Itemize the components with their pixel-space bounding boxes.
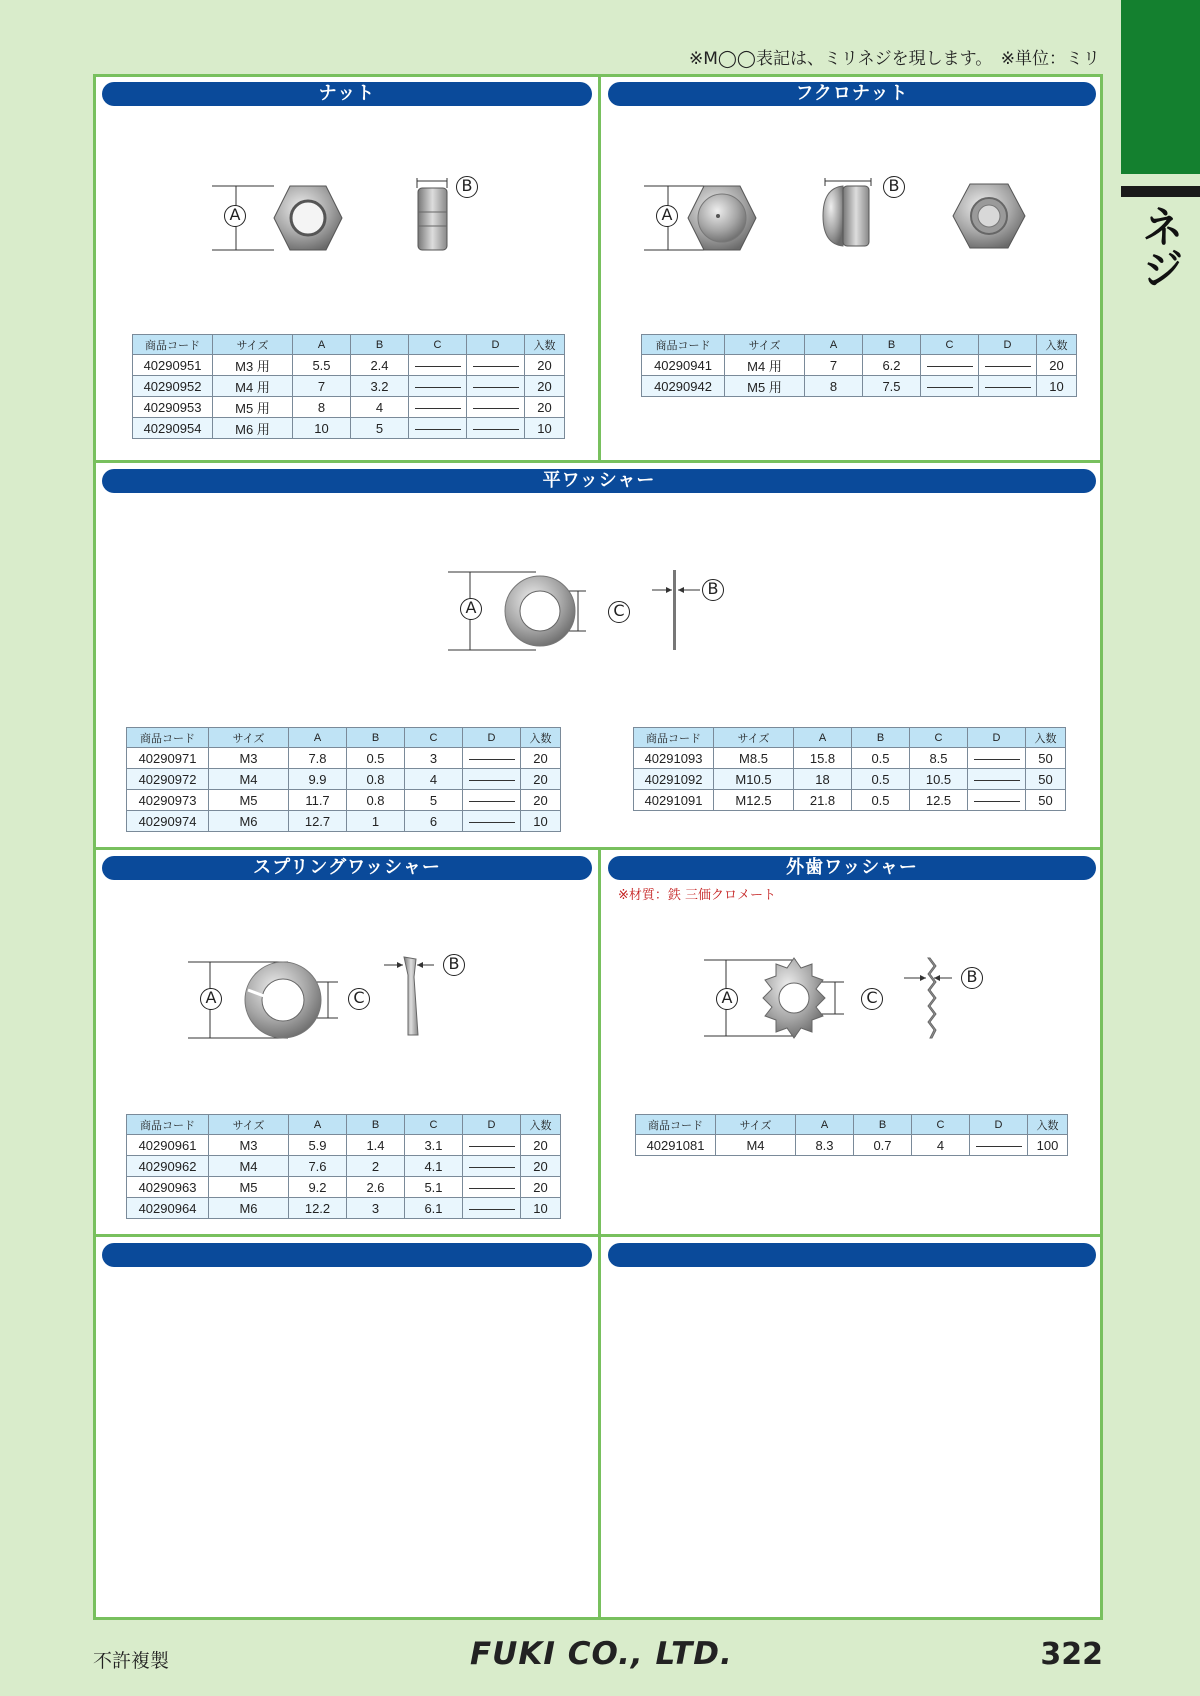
column-header: 入数: [1037, 335, 1077, 355]
label-b: B: [966, 967, 978, 986]
table-cell: 50: [1026, 748, 1066, 769]
table-cell: 20: [521, 1156, 561, 1177]
table-row: [127, 769, 561, 790]
cap-nut-spec-table: [641, 334, 1077, 397]
table-cell: 40290952: [133, 376, 213, 397]
table-cell: M3: [209, 748, 289, 769]
section-title-flat-washer: 平ワッシャー: [102, 469, 1096, 493]
table-cell: 10: [521, 1198, 561, 1219]
table-cell: M5: [209, 790, 289, 811]
nut-spec-table: [132, 334, 565, 439]
table-cell: 12.5: [910, 790, 968, 811]
table-cell: [409, 418, 467, 439]
table-cell: 0.7: [854, 1135, 912, 1156]
label-c: C: [613, 601, 625, 620]
table-cell: 0.5: [852, 748, 910, 769]
table-cell: [467, 355, 525, 376]
not-applicable-dash: [415, 366, 461, 367]
table-cell: 40291093: [634, 748, 714, 769]
table-cell: M6: [209, 1198, 289, 1219]
table-cell: M5: [209, 1177, 289, 1198]
not-applicable-dash: [473, 429, 519, 430]
table-cell: 1: [347, 811, 405, 832]
nut-side-figure: [413, 178, 453, 252]
not-applicable-dash: [469, 1188, 515, 1189]
section-title-empty-right: [608, 1243, 1096, 1267]
column-header: A: [289, 728, 347, 748]
table-cell: 40290953: [133, 397, 213, 418]
not-applicable-dash: [927, 387, 973, 388]
footer-copyright: 不許複製: [93, 1650, 170, 1672]
not-applicable-dash: [469, 780, 515, 781]
table-cell: M4 用: [725, 355, 805, 376]
column-header: 商品コード: [133, 335, 213, 355]
table-row: [133, 397, 565, 418]
table-cell: 40290961: [127, 1135, 209, 1156]
column-header: 商品コード: [127, 728, 209, 748]
table-cell: 12.2: [289, 1198, 347, 1219]
table-row: [642, 376, 1077, 397]
not-applicable-dash: [469, 1167, 515, 1168]
not-applicable-dash: [473, 366, 519, 367]
table-cell: [968, 769, 1026, 790]
table-cell: 10: [521, 811, 561, 832]
column-header: サイズ: [213, 335, 293, 355]
not-applicable-dash: [473, 387, 519, 388]
table-row: [634, 790, 1066, 811]
label-a: A: [465, 598, 477, 617]
column-header: A: [794, 728, 852, 748]
table-cell: 40290962: [127, 1156, 209, 1177]
table-cell: [463, 748, 521, 769]
table-cell: 40291092: [634, 769, 714, 790]
table-cell: [467, 376, 525, 397]
not-applicable-dash: [985, 366, 1031, 367]
not-applicable-dash: [976, 1146, 1022, 1147]
table-row: [127, 1135, 561, 1156]
table-cell: M4: [209, 1156, 289, 1177]
column-header: サイズ: [209, 1115, 289, 1135]
table-header-row: [133, 335, 565, 355]
table-cell: M3: [209, 1135, 289, 1156]
flat-washer-spec-table-right: [633, 727, 1066, 811]
table-row: [127, 790, 561, 811]
table-cell: 21.8: [794, 790, 852, 811]
table-row: [133, 418, 565, 439]
spring-washer-spec-table: [126, 1114, 561, 1219]
table-cell: 40290964: [127, 1198, 209, 1219]
table-cell: [921, 376, 979, 397]
not-applicable-dash: [469, 1146, 515, 1147]
section-title-nut: ナット: [102, 82, 592, 106]
section-title-empty-left: [102, 1243, 592, 1267]
grid-line: [598, 847, 601, 1620]
table-cell: 8: [805, 376, 863, 397]
not-applicable-dash: [974, 801, 1020, 802]
table-cell: 4: [405, 769, 463, 790]
column-header: C: [910, 728, 968, 748]
label-a: A: [229, 205, 241, 224]
grid-line: [598, 74, 601, 460]
table-cell: 9.2: [289, 1177, 347, 1198]
table-cell: M5 用: [725, 376, 805, 397]
table-cell: 2: [347, 1156, 405, 1177]
table-cell: 20: [521, 769, 561, 790]
table-cell: 9.9: [289, 769, 347, 790]
column-header: 商品コード: [634, 728, 714, 748]
table-cell: [409, 397, 467, 418]
table-cell: 40290971: [127, 748, 209, 769]
column-header: 入数: [1026, 728, 1066, 748]
table-cell: 4: [351, 397, 409, 418]
column-header: D: [463, 728, 521, 748]
column-header: C: [405, 1115, 463, 1135]
table-cell: [968, 790, 1026, 811]
table-cell: M6: [209, 811, 289, 832]
label-a: A: [205, 988, 217, 1007]
table-cell: M5 用: [213, 397, 293, 418]
page-number: 322: [1040, 1637, 1103, 1672]
table-cell: 12.7: [289, 811, 347, 832]
column-header: 商品コード: [127, 1115, 209, 1135]
column-header: サイズ: [716, 1115, 796, 1135]
label-b: B: [461, 176, 473, 195]
table-cell: 40290973: [127, 790, 209, 811]
label-b: B: [888, 176, 900, 195]
table-cell: 3.1: [405, 1135, 463, 1156]
footer-company: FUKI CO., LTD.: [470, 1636, 733, 1672]
tooth-washer-side-figure: [904, 958, 960, 1040]
column-header: D: [968, 728, 1026, 748]
table-cell: 7: [293, 376, 351, 397]
table-row: [133, 355, 565, 376]
table-cell: M3 用: [213, 355, 293, 376]
column-header: B: [854, 1115, 912, 1135]
flat-washer-side-figure: [652, 570, 708, 652]
not-applicable-dash: [974, 780, 1020, 781]
column-header: A: [289, 1115, 347, 1135]
not-applicable-dash: [469, 822, 515, 823]
table-cell: 7.5: [863, 376, 921, 397]
table-cell: 40290942: [642, 376, 725, 397]
table-cell: M6 用: [213, 418, 293, 439]
label-c: C: [866, 988, 878, 1007]
table-cell: M4 用: [213, 376, 293, 397]
label-b: B: [448, 954, 460, 973]
table-cell: 0.8: [347, 790, 405, 811]
table-cell: 6.1: [405, 1198, 463, 1219]
table-cell: 50: [1026, 790, 1066, 811]
table-cell: 50: [1026, 769, 1066, 790]
table-cell: [979, 376, 1037, 397]
header-note: ※M◯◯表記は、ミリネジを現します。 ※単位：ミリ: [688, 49, 1100, 69]
table-cell: 3: [405, 748, 463, 769]
table-cell: [467, 418, 525, 439]
not-applicable-dash: [927, 366, 973, 367]
table-row: [642, 355, 1077, 376]
table-cell: [463, 1198, 521, 1219]
not-applicable-dash: [469, 759, 515, 760]
table-cell: [463, 1177, 521, 1198]
table-cell: [968, 748, 1026, 769]
table-cell: [979, 355, 1037, 376]
table-row: [127, 811, 561, 832]
table-row: [127, 1156, 561, 1177]
table-row: [636, 1135, 1068, 1156]
table-cell: M8.5: [714, 748, 794, 769]
table-cell: 100: [1028, 1135, 1068, 1156]
table-cell: 5.5: [293, 355, 351, 376]
table-row: [634, 769, 1066, 790]
table-cell: [463, 1135, 521, 1156]
table-cell: 5.9: [289, 1135, 347, 1156]
table-cell: 3: [347, 1198, 405, 1219]
side-tab-green: [1121, 0, 1200, 174]
table-cell: 20: [1037, 355, 1077, 376]
table-cell: 20: [521, 1135, 561, 1156]
table-cell: 20: [521, 790, 561, 811]
column-header: B: [852, 728, 910, 748]
not-applicable-dash: [473, 408, 519, 409]
table-cell: 5: [351, 418, 409, 439]
label-b: B: [707, 579, 719, 598]
table-header-row: [127, 728, 561, 748]
label-a: A: [721, 988, 733, 1007]
table-cell: 5.1: [405, 1177, 463, 1198]
table-cell: 40290972: [127, 769, 209, 790]
table-cell: M10.5: [714, 769, 794, 790]
table-cell: 20: [525, 397, 565, 418]
grid-line: [93, 460, 1103, 463]
cap-nut-back-figure: [953, 182, 1025, 250]
not-applicable-dash: [469, 801, 515, 802]
table-cell: 6: [405, 811, 463, 832]
table-header-row: [642, 335, 1077, 355]
table-cell: 7.8: [289, 748, 347, 769]
table-cell: 40290954: [133, 418, 213, 439]
label-c: C: [353, 988, 365, 1007]
column-header: 入数: [1028, 1115, 1068, 1135]
label-a: A: [661, 205, 673, 224]
table-cell: [463, 790, 521, 811]
column-header: A: [796, 1115, 854, 1135]
table-cell: 10: [293, 418, 351, 439]
table-cell: 40291091: [634, 790, 714, 811]
table-row: [127, 748, 561, 769]
table-cell: 0.5: [347, 748, 405, 769]
table-cell: [463, 1156, 521, 1177]
side-tab-label: ネジ: [1136, 205, 1185, 289]
table-cell: 20: [521, 1177, 561, 1198]
not-applicable-dash: [985, 387, 1031, 388]
column-header: B: [863, 335, 921, 355]
column-header: サイズ: [209, 728, 289, 748]
table-cell: 1.4: [347, 1135, 405, 1156]
table-cell: [463, 811, 521, 832]
tooth-washer-spec-table: [635, 1114, 1068, 1156]
table-cell: [970, 1135, 1028, 1156]
table-cell: 11.7: [289, 790, 347, 811]
table-header-row: [636, 1115, 1068, 1135]
table-cell: 10: [1037, 376, 1077, 397]
table-cell: 0.5: [852, 790, 910, 811]
column-header: D: [979, 335, 1037, 355]
column-header: B: [351, 335, 409, 355]
not-applicable-dash: [469, 1209, 515, 1210]
table-cell: 6.2: [863, 355, 921, 376]
column-header: C: [912, 1115, 970, 1135]
column-header: C: [409, 335, 467, 355]
table-cell: 7.6: [289, 1156, 347, 1177]
table-cell: 40291081: [636, 1135, 716, 1156]
column-header: 入数: [521, 728, 561, 748]
not-applicable-dash: [415, 387, 461, 388]
table-cell: 8: [293, 397, 351, 418]
table-cell: 8.5: [910, 748, 968, 769]
column-header: D: [467, 335, 525, 355]
table-row: [127, 1177, 561, 1198]
table-cell: 2.4: [351, 355, 409, 376]
table-cell: M12.5: [714, 790, 794, 811]
table-cell: M4: [209, 769, 289, 790]
table-cell: 20: [521, 748, 561, 769]
table-row: [634, 748, 1066, 769]
table-cell: 20: [525, 376, 565, 397]
table-cell: [463, 769, 521, 790]
table-cell: 15.8: [794, 748, 852, 769]
table-cell: [409, 376, 467, 397]
not-applicable-dash: [974, 759, 1020, 760]
table-header-row: [634, 728, 1066, 748]
column-header: 入数: [525, 335, 565, 355]
table-cell: 40290941: [642, 355, 725, 376]
table-cell: 0.5: [852, 769, 910, 790]
column-header: A: [805, 335, 863, 355]
table-cell: [921, 355, 979, 376]
table-cell: 5: [405, 790, 463, 811]
section-title-cap-nut: フクロナット: [608, 82, 1096, 106]
column-header: 商品コード: [642, 335, 725, 355]
column-header: D: [463, 1115, 521, 1135]
table-cell: 7: [805, 355, 863, 376]
column-header: C: [921, 335, 979, 355]
table-cell: 2.6: [347, 1177, 405, 1198]
section-title-external-tooth-washer: 外歯ワッシャー: [608, 856, 1096, 880]
column-header: サイズ: [714, 728, 794, 748]
table-cell: 10.5: [910, 769, 968, 790]
table-cell: 40290951: [133, 355, 213, 376]
column-header: B: [347, 728, 405, 748]
table-cell: 10: [525, 418, 565, 439]
table-cell: 4.1: [405, 1156, 463, 1177]
side-tab-rule: [1121, 186, 1200, 197]
table-cell: 40290963: [127, 1177, 209, 1198]
spring-washer-side-figure: [384, 955, 440, 1037]
table-cell: [409, 355, 467, 376]
column-header: A: [293, 335, 351, 355]
column-header: B: [347, 1115, 405, 1135]
material-note: ※材質：鉄 三価クロメート: [618, 888, 777, 903]
column-header: D: [970, 1115, 1028, 1135]
table-cell: 4: [912, 1135, 970, 1156]
not-applicable-dash: [415, 429, 461, 430]
table-cell: M4: [716, 1135, 796, 1156]
column-header: サイズ: [725, 335, 805, 355]
table-row: [127, 1198, 561, 1219]
table-cell: 20: [525, 355, 565, 376]
table-cell: 8.3: [796, 1135, 854, 1156]
column-header: 商品コード: [636, 1115, 716, 1135]
section-title-spring-washer: スプリングワッシャー: [102, 856, 592, 880]
table-cell: 3.2: [351, 376, 409, 397]
column-header: C: [405, 728, 463, 748]
table-cell: 0.8: [347, 769, 405, 790]
column-header: 入数: [521, 1115, 561, 1135]
not-applicable-dash: [415, 408, 461, 409]
flat-washer-spec-table-left: [126, 727, 561, 832]
table-header-row: [127, 1115, 561, 1135]
table-row: [133, 376, 565, 397]
table-cell: [467, 397, 525, 418]
table-cell: 18: [794, 769, 852, 790]
table-cell: 40290974: [127, 811, 209, 832]
cap-nut-side-figure: [821, 178, 877, 252]
